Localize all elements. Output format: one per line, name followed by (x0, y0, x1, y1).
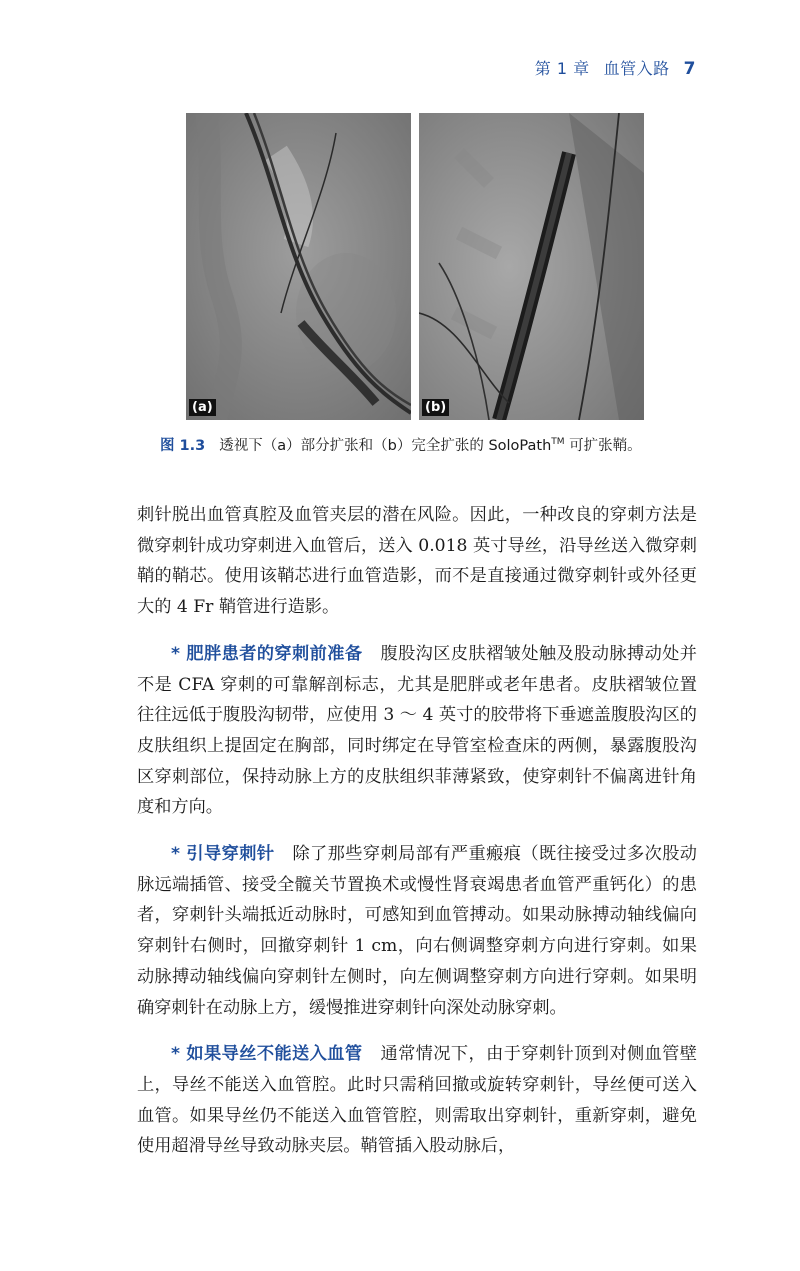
run-in-heading: * 引导穿刺针 (171, 844, 275, 865)
figure-number: 图 1.3 (160, 438, 206, 454)
paragraph (137, 639, 697, 823)
chapter-title: 血管入路 (603, 59, 670, 78)
paragraph (137, 500, 697, 623)
figure-caption (160, 434, 720, 455)
fluoroscopy-partial-sheath-graphic (186, 113, 411, 420)
running-head (535, 56, 696, 79)
panel-label-a: (a) (189, 399, 216, 416)
panel-label-b: (b) (422, 399, 449, 416)
page-number: 7 (683, 59, 696, 79)
run-in-heading: * 如果导丝不能送入血管 (171, 1044, 363, 1065)
fluoroscopy-full-sheath-graphic (419, 113, 644, 420)
paragraph-text: 通常情况下，由于穿刺针顶到对侧血管壁上，导丝不能送入血管腔。此时只需稍回撤或旋转穿刺针，导丝便可送入血管。如果导丝仍不能送入血管管腔，则需取出穿刺针，重新穿刺，避免使用超滑导丝导致动脉夹层。鞘管插入股动脉后， (137, 1044, 697, 1157)
fluoroscopy-image-b (419, 113, 644, 420)
figure-1-3 (186, 113, 644, 420)
paragraph-text: 除了那些穿刺局部有严重瘢痕（既往接受过多次股动脉远端插管、接受全髋关节置换术或慢性肾衰竭患者血管严重钙化）的患者，穿刺针头端抵近动脉时，可感知到血管搏动。如果动脉搏动轴线偏向穿刺针右侧时，回撤穿刺针 1 cm，向右侧调整穿刺方向进行穿刺。如果动脉搏动轴线偏向穿刺针左侧时，向左侧调整穿刺方向进行穿刺。如果明确穿刺针在动脉上方，缓慢推进穿刺针向深处动脉穿刺。 (137, 844, 697, 1018)
caption-text-end: 可扩张鞘。 (564, 438, 642, 454)
paragraph-text: 腹股沟区皮肤褶皱处触及股动脉搏动处并不是 CFA 穿刺的可靠解剖标志，尤其是肥胖或老年患者。皮肤褶皱位置往往远低于腹股沟韧带，应使用 3 ～ 4 英寸的胶带将下垂遮盖腹股沟区的皮肤组织上提固定在胸部，同时绑定在导管室检查床的两侧，暴露腹股沟区穿刺部位，保持动脉上方的皮肤组织菲薄紧致，使穿刺针不偏离进针角度和方向。 (137, 643, 697, 818)
paragraph (137, 839, 697, 1023)
fluoroscopy-image-a (186, 113, 411, 420)
run-in-heading: * 肥胖患者的穿刺前准备 (171, 643, 363, 664)
paragraph-text: 刺针脱出血管真腔及血管夹层的潜在风险。因此，一种改良的穿刺方法是微穿刺针成功穿刺进入血管后，送入 0.018 英寸导丝，沿导丝送入微穿刺鞘的鞘芯。使用该鞘芯进行血管造影，而不是直接通过微穿刺针或外径更大的 4 Fr 鞘管进行造影。 (137, 505, 697, 618)
caption-text: 透视下（a）部分扩张和（b）完全扩张的 SoloPath (219, 438, 552, 454)
paragraph (137, 1039, 697, 1162)
body-text (137, 500, 697, 1178)
chapter-number: 第 1 章 (534, 59, 590, 78)
trademark-mark: TM (551, 437, 565, 448)
